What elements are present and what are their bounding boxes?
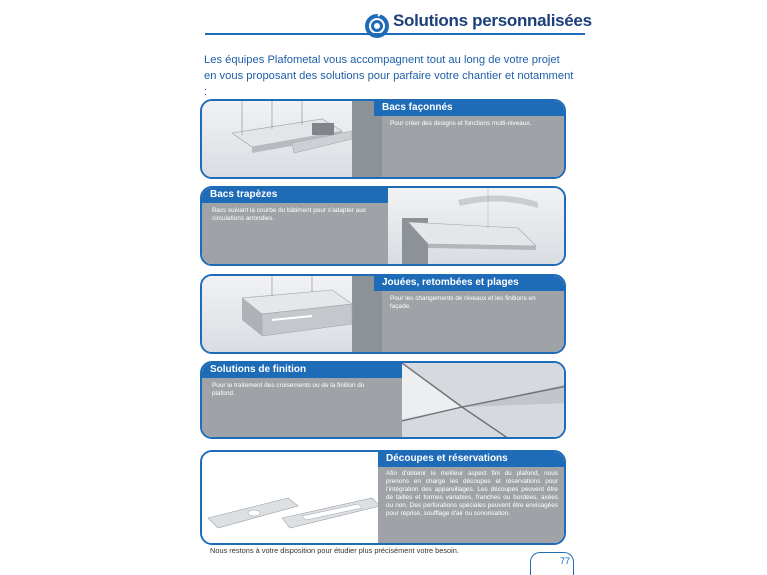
panel-description: Pour les changements de niveaux et les finitions en façade.	[390, 295, 536, 310]
page-title: Solutions personnalisées	[393, 11, 592, 30]
panel-label: Découpes et réservations	[378, 452, 566, 467]
panel-jouees-retombees	[200, 274, 566, 354]
intro-text: Les équipes Plafometal vous accompagnent tout au long de votre projet en vous proposant des solutions pour parfaire votre chantier et notamment :	[204, 54, 574, 98]
panel-description: Pour le traitement des croisements ou de la finition du plafond.	[212, 382, 365, 397]
panel-bacs-trapezes	[200, 186, 566, 266]
panel-description: Afin d'obtenir le meilleur aspect fini du plafond, nous prenons en charge les découpes et réservations pour l'intégration des appareillages. Les découpes peuvent être de tailles et formes variables, franches ou bordées, axées ou non. Des perforations spéciales peuvent être envisagées pour reprise, soufflage d'air ou sonorisation.	[386, 470, 558, 517]
bacs-faconnes-image	[202, 101, 382, 177]
jouees-image	[202, 276, 382, 352]
panel-description: Bacs suivant la courbe du bâtiment pour s'adapter aux circulations arrondies.	[212, 207, 366, 222]
bacs-trapezes-image	[388, 188, 564, 264]
finition-image	[402, 363, 564, 437]
page-number: 77	[560, 556, 571, 566]
panel-description: Pour créer des designs et fonctions multi-niveaux.	[390, 120, 532, 127]
header-divider	[205, 33, 585, 35]
panel-label: Jouées, retombées et plages	[374, 276, 566, 291]
panel-label: Bacs façonnés	[374, 101, 566, 116]
panel-label: Bacs trapèzes	[202, 188, 388, 203]
panel-bacs-faconnes	[200, 99, 566, 179]
panel-decoupes-reservations	[200, 450, 566, 545]
footer-note: Nous restons à votre disposition pour étudier plus précisément votre besoin.	[210, 546, 459, 555]
panel-solutions-finition	[200, 361, 566, 439]
decoupes-image	[202, 452, 378, 543]
panel-label: Solutions de finition	[202, 363, 402, 378]
